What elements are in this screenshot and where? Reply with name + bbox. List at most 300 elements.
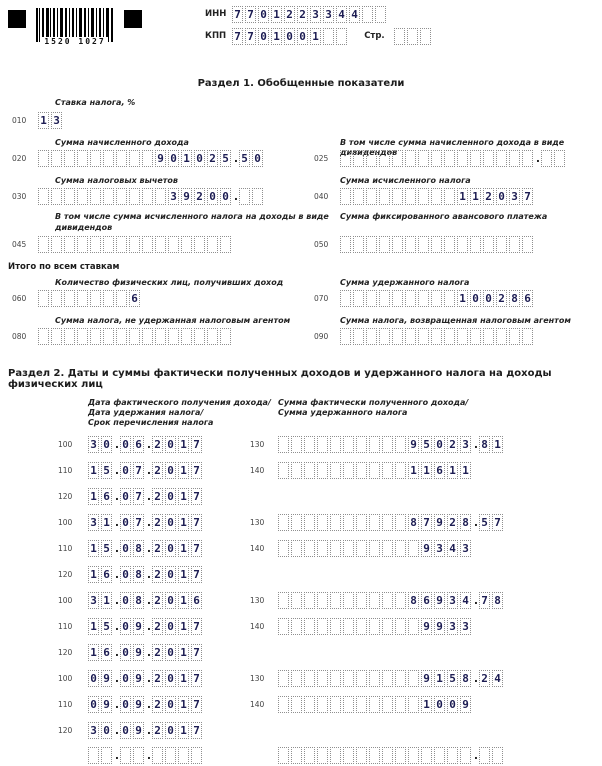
field-cell[interactable] xyxy=(353,328,364,345)
field-cell[interactable]: 2 xyxy=(152,566,163,583)
field-cell[interactable]: 1 xyxy=(178,670,189,687)
field-cell[interactable] xyxy=(103,188,114,205)
field-cell[interactable]: 2 xyxy=(152,722,163,739)
field-cell[interactable] xyxy=(369,462,380,479)
field-cell[interactable] xyxy=(369,696,380,713)
field-cell[interactable] xyxy=(340,290,351,307)
field-cell[interactable]: 7 xyxy=(191,644,202,661)
field-cell[interactable] xyxy=(142,150,153,167)
field-cell[interactable] xyxy=(366,236,377,253)
field-cell[interactable]: 7 xyxy=(522,188,533,205)
field-cell[interactable] xyxy=(142,188,153,205)
field-cell[interactable] xyxy=(90,188,101,205)
field-cell[interactable] xyxy=(304,747,315,764)
field-cell[interactable] xyxy=(395,436,406,453)
field-cell[interactable]: 7 xyxy=(191,540,202,557)
field-cell[interactable] xyxy=(408,618,419,635)
field-cell[interactable]: 1 xyxy=(88,462,99,479)
field-cell[interactable] xyxy=(392,236,403,253)
field-cell[interactable] xyxy=(340,150,351,167)
field-cell[interactable] xyxy=(356,462,367,479)
field-cell[interactable] xyxy=(405,328,416,345)
field-cell[interactable] xyxy=(64,188,75,205)
field-cell[interactable]: 1 xyxy=(434,670,445,687)
field-cell[interactable] xyxy=(369,670,380,687)
field-cell[interactable] xyxy=(88,747,99,764)
field-cell[interactable] xyxy=(64,328,75,345)
field-cell[interactable] xyxy=(457,236,468,253)
field-cell[interactable] xyxy=(392,188,403,205)
field-cell[interactable]: 1 xyxy=(101,592,112,609)
field-cell[interactable] xyxy=(291,436,302,453)
field-cell[interactable]: 7 xyxy=(191,670,202,687)
field-cell[interactable]: 7 xyxy=(133,462,144,479)
field-cell[interactable]: 9 xyxy=(460,696,471,713)
field-cell[interactable] xyxy=(522,236,533,253)
field-cell[interactable]: 1 xyxy=(181,150,192,167)
field-cell[interactable] xyxy=(103,236,114,253)
field-cell[interactable] xyxy=(278,540,289,557)
field-cell[interactable]: 9 xyxy=(434,592,445,609)
field-cell[interactable] xyxy=(194,328,205,345)
field-cell[interactable]: 1 xyxy=(470,188,481,205)
field-cell[interactable]: 8 xyxy=(133,592,144,609)
field-cell[interactable]: 0 xyxy=(165,696,176,713)
field-cell[interactable]: 0 xyxy=(120,592,131,609)
field-cell[interactable]: 1 xyxy=(88,566,99,583)
field-cell[interactable]: 1 xyxy=(178,722,189,739)
field-cell[interactable] xyxy=(168,328,179,345)
field-cell[interactable] xyxy=(323,28,334,45)
field-cell[interactable] xyxy=(483,328,494,345)
field-cell[interactable] xyxy=(343,670,354,687)
field-cell[interactable]: 2 xyxy=(152,592,163,609)
field-cell[interactable] xyxy=(38,290,49,307)
field-cell[interactable] xyxy=(340,236,351,253)
field-cell[interactable]: 3 xyxy=(88,436,99,453)
field-cell[interactable] xyxy=(142,236,153,253)
field-cell[interactable]: 5 xyxy=(239,150,250,167)
field-cell[interactable]: 7 xyxy=(133,514,144,531)
field-cell[interactable]: 0 xyxy=(165,514,176,531)
field-cell[interactable] xyxy=(77,290,88,307)
field-cell[interactable]: 7 xyxy=(232,28,243,45)
field-cell[interactable] xyxy=(382,670,393,687)
field-cell[interactable] xyxy=(408,540,419,557)
field-cell[interactable] xyxy=(418,150,429,167)
field-cell[interactable] xyxy=(470,150,481,167)
field-cell[interactable] xyxy=(291,747,302,764)
field-cell[interactable]: 9 xyxy=(133,618,144,635)
field-cell[interactable]: 6 xyxy=(129,290,140,307)
field-cell[interactable] xyxy=(317,462,328,479)
field-cell[interactable]: 0 xyxy=(120,644,131,661)
field-cell[interactable] xyxy=(405,188,416,205)
field-cell[interactable] xyxy=(356,747,367,764)
field-cell[interactable] xyxy=(336,28,347,45)
field-cell[interactable] xyxy=(304,462,315,479)
field-cell[interactable]: 0 xyxy=(165,670,176,687)
field-cell[interactable]: 3 xyxy=(447,592,458,609)
field-cell[interactable] xyxy=(395,592,406,609)
field-cell[interactable] xyxy=(356,592,367,609)
field-cell[interactable] xyxy=(291,592,302,609)
field-cell[interactable] xyxy=(168,236,179,253)
field-cell[interactable]: 5 xyxy=(447,670,458,687)
field-cell[interactable] xyxy=(366,150,377,167)
field-cell[interactable]: 2 xyxy=(152,696,163,713)
field-cell[interactable] xyxy=(554,150,565,167)
field-cell[interactable] xyxy=(90,236,101,253)
field-cell[interactable]: 6 xyxy=(421,592,432,609)
field-cell[interactable] xyxy=(340,188,351,205)
field-cell[interactable] xyxy=(330,670,341,687)
field-cell[interactable] xyxy=(379,236,390,253)
field-cell[interactable]: 7 xyxy=(191,618,202,635)
field-cell[interactable]: 8 xyxy=(408,514,419,531)
field-cell[interactable] xyxy=(496,150,507,167)
field-cell[interactable] xyxy=(418,236,429,253)
field-cell[interactable]: 3 xyxy=(460,436,471,453)
field-cell[interactable] xyxy=(395,670,406,687)
field-cell[interactable] xyxy=(142,328,153,345)
field-cell[interactable]: 2 xyxy=(152,462,163,479)
field-cell[interactable]: 1 xyxy=(271,6,282,23)
field-cell[interactable]: 9 xyxy=(133,722,144,739)
field-cell[interactable] xyxy=(330,540,341,557)
field-cell[interactable]: 0 xyxy=(194,150,205,167)
field-cell[interactable] xyxy=(382,696,393,713)
field-cell[interactable]: 0 xyxy=(434,696,445,713)
field-cell[interactable]: 0 xyxy=(120,696,131,713)
field-cell[interactable] xyxy=(382,592,393,609)
field-cell[interactable]: 0 xyxy=(88,670,99,687)
field-cell[interactable]: 0 xyxy=(165,644,176,661)
field-cell[interactable] xyxy=(120,747,131,764)
field-cell[interactable] xyxy=(375,6,386,23)
field-cell[interactable] xyxy=(77,236,88,253)
field-cell[interactable] xyxy=(317,747,328,764)
field-cell[interactable] xyxy=(407,28,418,45)
field-cell[interactable] xyxy=(431,328,442,345)
field-cell[interactable] xyxy=(379,328,390,345)
field-cell[interactable]: 5 xyxy=(421,436,432,453)
field-cell[interactable]: 1 xyxy=(101,514,112,531)
field-cell[interactable]: 6 xyxy=(101,566,112,583)
field-cell[interactable] xyxy=(353,150,364,167)
field-cell[interactable]: 9 xyxy=(133,670,144,687)
field-cell[interactable]: 2 xyxy=(152,514,163,531)
field-cell[interactable]: 7 xyxy=(479,592,490,609)
field-cell[interactable] xyxy=(304,592,315,609)
field-cell[interactable] xyxy=(379,150,390,167)
field-cell[interactable]: 1 xyxy=(88,488,99,505)
field-cell[interactable] xyxy=(431,290,442,307)
field-cell[interactable]: 5 xyxy=(101,540,112,557)
field-cell[interactable] xyxy=(405,150,416,167)
field-cell[interactable]: 9 xyxy=(101,696,112,713)
field-cell[interactable] xyxy=(408,747,419,764)
field-cell[interactable]: 2 xyxy=(447,514,458,531)
field-cell[interactable]: 1 xyxy=(178,618,189,635)
field-cell[interactable] xyxy=(38,188,49,205)
field-cell[interactable] xyxy=(51,188,62,205)
field-cell[interactable] xyxy=(509,236,520,253)
field-cell[interactable]: 6 xyxy=(101,488,112,505)
field-cell[interactable] xyxy=(444,290,455,307)
field-cell[interactable]: 8 xyxy=(460,514,471,531)
field-cell[interactable]: 7 xyxy=(245,6,256,23)
field-cell[interactable] xyxy=(420,28,431,45)
field-cell[interactable] xyxy=(522,150,533,167)
field-cell[interactable]: 4 xyxy=(349,6,360,23)
field-cell[interactable]: 1 xyxy=(38,112,49,129)
field-cell[interactable]: 0 xyxy=(284,28,295,45)
field-cell[interactable]: 5 xyxy=(479,514,490,531)
field-cell[interactable]: 2 xyxy=(152,488,163,505)
field-cell[interactable] xyxy=(51,328,62,345)
field-cell[interactable]: 0 xyxy=(165,436,176,453)
field-cell[interactable]: 1 xyxy=(178,488,189,505)
field-cell[interactable] xyxy=(278,514,289,531)
field-cell[interactable] xyxy=(343,747,354,764)
field-cell[interactable]: 7 xyxy=(191,566,202,583)
field-cell[interactable]: 1 xyxy=(457,290,468,307)
field-cell[interactable]: 1 xyxy=(88,540,99,557)
field-cell[interactable] xyxy=(343,436,354,453)
field-cell[interactable] xyxy=(64,236,75,253)
field-cell[interactable]: 7 xyxy=(191,696,202,713)
field-cell[interactable] xyxy=(395,540,406,557)
field-cell[interactable] xyxy=(38,328,49,345)
field-cell[interactable] xyxy=(408,670,419,687)
field-cell[interactable] xyxy=(369,618,380,635)
field-cell[interactable] xyxy=(395,696,406,713)
field-cell[interactable] xyxy=(129,328,140,345)
field-cell[interactable]: 3 xyxy=(310,6,321,23)
field-cell[interactable]: 1 xyxy=(457,188,468,205)
field-cell[interactable] xyxy=(369,514,380,531)
field-cell[interactable] xyxy=(434,747,445,764)
field-cell[interactable] xyxy=(392,328,403,345)
field-cell[interactable] xyxy=(291,514,302,531)
field-cell[interactable] xyxy=(330,696,341,713)
field-cell[interactable]: 9 xyxy=(181,188,192,205)
field-cell[interactable] xyxy=(431,150,442,167)
field-cell[interactable] xyxy=(330,462,341,479)
field-cell[interactable]: 0 xyxy=(165,566,176,583)
field-cell[interactable]: 0 xyxy=(120,488,131,505)
field-cell[interactable] xyxy=(356,618,367,635)
field-cell[interactable] xyxy=(304,540,315,557)
field-cell[interactable] xyxy=(317,540,328,557)
field-cell[interactable] xyxy=(51,236,62,253)
field-cell[interactable]: 0 xyxy=(483,290,494,307)
field-cell[interactable]: 0 xyxy=(120,514,131,531)
field-cell[interactable]: 2 xyxy=(152,618,163,635)
field-cell[interactable]: 0 xyxy=(120,618,131,635)
field-cell[interactable]: 0 xyxy=(496,188,507,205)
field-cell[interactable]: 2 xyxy=(447,436,458,453)
field-cell[interactable] xyxy=(291,670,302,687)
field-cell[interactable] xyxy=(496,236,507,253)
field-cell[interactable] xyxy=(457,150,468,167)
field-cell[interactable] xyxy=(330,436,341,453)
field-cell[interactable] xyxy=(394,28,405,45)
field-cell[interactable] xyxy=(509,150,520,167)
field-cell[interactable] xyxy=(362,6,373,23)
field-cell[interactable] xyxy=(51,150,62,167)
field-cell[interactable]: 0 xyxy=(120,566,131,583)
field-cell[interactable]: 0 xyxy=(165,540,176,557)
field-cell[interactable] xyxy=(317,514,328,531)
field-cell[interactable]: 0 xyxy=(120,462,131,479)
field-cell[interactable]: 1 xyxy=(271,28,282,45)
field-cell[interactable]: 0 xyxy=(447,696,458,713)
field-cell[interactable] xyxy=(133,747,144,764)
field-cell[interactable]: 0 xyxy=(101,436,112,453)
field-cell[interactable] xyxy=(405,290,416,307)
field-cell[interactable] xyxy=(291,462,302,479)
field-cell[interactable] xyxy=(470,236,481,253)
field-cell[interactable]: 3 xyxy=(88,514,99,531)
field-cell[interactable] xyxy=(116,236,127,253)
field-cell[interactable] xyxy=(353,290,364,307)
field-cell[interactable]: 9 xyxy=(133,644,144,661)
field-cell[interactable]: 6 xyxy=(101,644,112,661)
field-cell[interactable] xyxy=(395,747,406,764)
field-cell[interactable]: 1 xyxy=(492,436,503,453)
field-cell[interactable] xyxy=(431,236,442,253)
field-cell[interactable] xyxy=(330,618,341,635)
field-cell[interactable] xyxy=(90,328,101,345)
field-cell[interactable] xyxy=(356,696,367,713)
field-cell[interactable]: 2 xyxy=(297,6,308,23)
field-cell[interactable] xyxy=(395,462,406,479)
field-cell[interactable] xyxy=(460,747,471,764)
field-cell[interactable] xyxy=(129,150,140,167)
field-cell[interactable] xyxy=(444,328,455,345)
field-cell[interactable] xyxy=(541,150,552,167)
field-cell[interactable] xyxy=(64,290,75,307)
field-cell[interactable]: 8 xyxy=(509,290,520,307)
field-cell[interactable] xyxy=(291,696,302,713)
field-cell[interactable]: 6 xyxy=(434,462,445,479)
field-cell[interactable] xyxy=(317,436,328,453)
field-cell[interactable] xyxy=(278,618,289,635)
field-cell[interactable]: 5 xyxy=(101,618,112,635)
field-cell[interactable] xyxy=(492,747,503,764)
field-cell[interactable]: 3 xyxy=(323,6,334,23)
field-cell[interactable]: 7 xyxy=(245,28,256,45)
field-cell[interactable] xyxy=(418,290,429,307)
field-cell[interactable]: 2 xyxy=(496,290,507,307)
field-cell[interactable]: 2 xyxy=(152,670,163,687)
field-cell[interactable] xyxy=(239,188,250,205)
field-cell[interactable] xyxy=(152,747,163,764)
field-cell[interactable]: 8 xyxy=(133,566,144,583)
field-cell[interactable] xyxy=(330,747,341,764)
field-cell[interactable] xyxy=(405,236,416,253)
field-cell[interactable]: 4 xyxy=(447,540,458,557)
field-cell[interactable]: 3 xyxy=(51,112,62,129)
field-cell[interactable] xyxy=(103,328,114,345)
field-cell[interactable]: 2 xyxy=(152,436,163,453)
field-cell[interactable]: 9 xyxy=(421,618,432,635)
field-cell[interactable]: 1 xyxy=(178,462,189,479)
field-cell[interactable]: 1 xyxy=(310,28,321,45)
field-cell[interactable]: 0 xyxy=(252,150,263,167)
field-cell[interactable] xyxy=(116,328,127,345)
field-cell[interactable] xyxy=(220,236,231,253)
field-cell[interactable]: 6 xyxy=(133,436,144,453)
field-cell[interactable]: 1 xyxy=(88,644,99,661)
field-cell[interactable]: 3 xyxy=(447,618,458,635)
field-cell[interactable] xyxy=(353,188,364,205)
field-cell[interactable] xyxy=(382,436,393,453)
field-cell[interactable]: 3 xyxy=(168,188,179,205)
field-cell[interactable]: 9 xyxy=(434,618,445,635)
field-cell[interactable]: 0 xyxy=(258,6,269,23)
field-cell[interactable] xyxy=(207,328,218,345)
field-cell[interactable]: 0 xyxy=(88,696,99,713)
field-cell[interactable]: 4 xyxy=(492,670,503,687)
field-cell[interactable] xyxy=(191,747,202,764)
field-cell[interactable]: 0 xyxy=(120,540,131,557)
field-cell[interactable] xyxy=(408,696,419,713)
field-cell[interactable] xyxy=(317,696,328,713)
field-cell[interactable] xyxy=(317,592,328,609)
field-cell[interactable] xyxy=(38,150,49,167)
field-cell[interactable]: 3 xyxy=(509,188,520,205)
field-cell[interactable] xyxy=(116,290,127,307)
field-cell[interactable] xyxy=(194,236,205,253)
field-cell[interactable] xyxy=(382,618,393,635)
field-cell[interactable]: 1 xyxy=(178,566,189,583)
field-cell[interactable] xyxy=(317,618,328,635)
field-cell[interactable] xyxy=(444,188,455,205)
field-cell[interactable]: 8 xyxy=(492,592,503,609)
field-cell[interactable] xyxy=(77,188,88,205)
field-cell[interactable] xyxy=(330,592,341,609)
field-cell[interactable]: 1 xyxy=(178,592,189,609)
field-cell[interactable] xyxy=(343,592,354,609)
field-cell[interactable]: 0 xyxy=(120,722,131,739)
field-cell[interactable]: 3 xyxy=(88,722,99,739)
field-cell[interactable]: 3 xyxy=(460,540,471,557)
field-cell[interactable] xyxy=(155,328,166,345)
field-cell[interactable] xyxy=(457,328,468,345)
field-cell[interactable] xyxy=(291,540,302,557)
field-cell[interactable] xyxy=(418,328,429,345)
field-cell[interactable] xyxy=(356,540,367,557)
field-cell[interactable]: 2 xyxy=(479,670,490,687)
field-cell[interactable]: 1 xyxy=(178,514,189,531)
field-cell[interactable] xyxy=(356,514,367,531)
field-cell[interactable]: 7 xyxy=(191,488,202,505)
field-cell[interactable]: 8 xyxy=(460,670,471,687)
field-cell[interactable]: 0 xyxy=(165,462,176,479)
field-cell[interactable]: 5 xyxy=(220,150,231,167)
field-cell[interactable]: 0 xyxy=(168,150,179,167)
field-cell[interactable]: 2 xyxy=(194,188,205,205)
field-cell[interactable]: 1 xyxy=(421,462,432,479)
field-cell[interactable] xyxy=(418,188,429,205)
field-cell[interactable] xyxy=(343,618,354,635)
field-cell[interactable] xyxy=(155,236,166,253)
field-cell[interactable] xyxy=(356,436,367,453)
field-cell[interactable] xyxy=(304,436,315,453)
